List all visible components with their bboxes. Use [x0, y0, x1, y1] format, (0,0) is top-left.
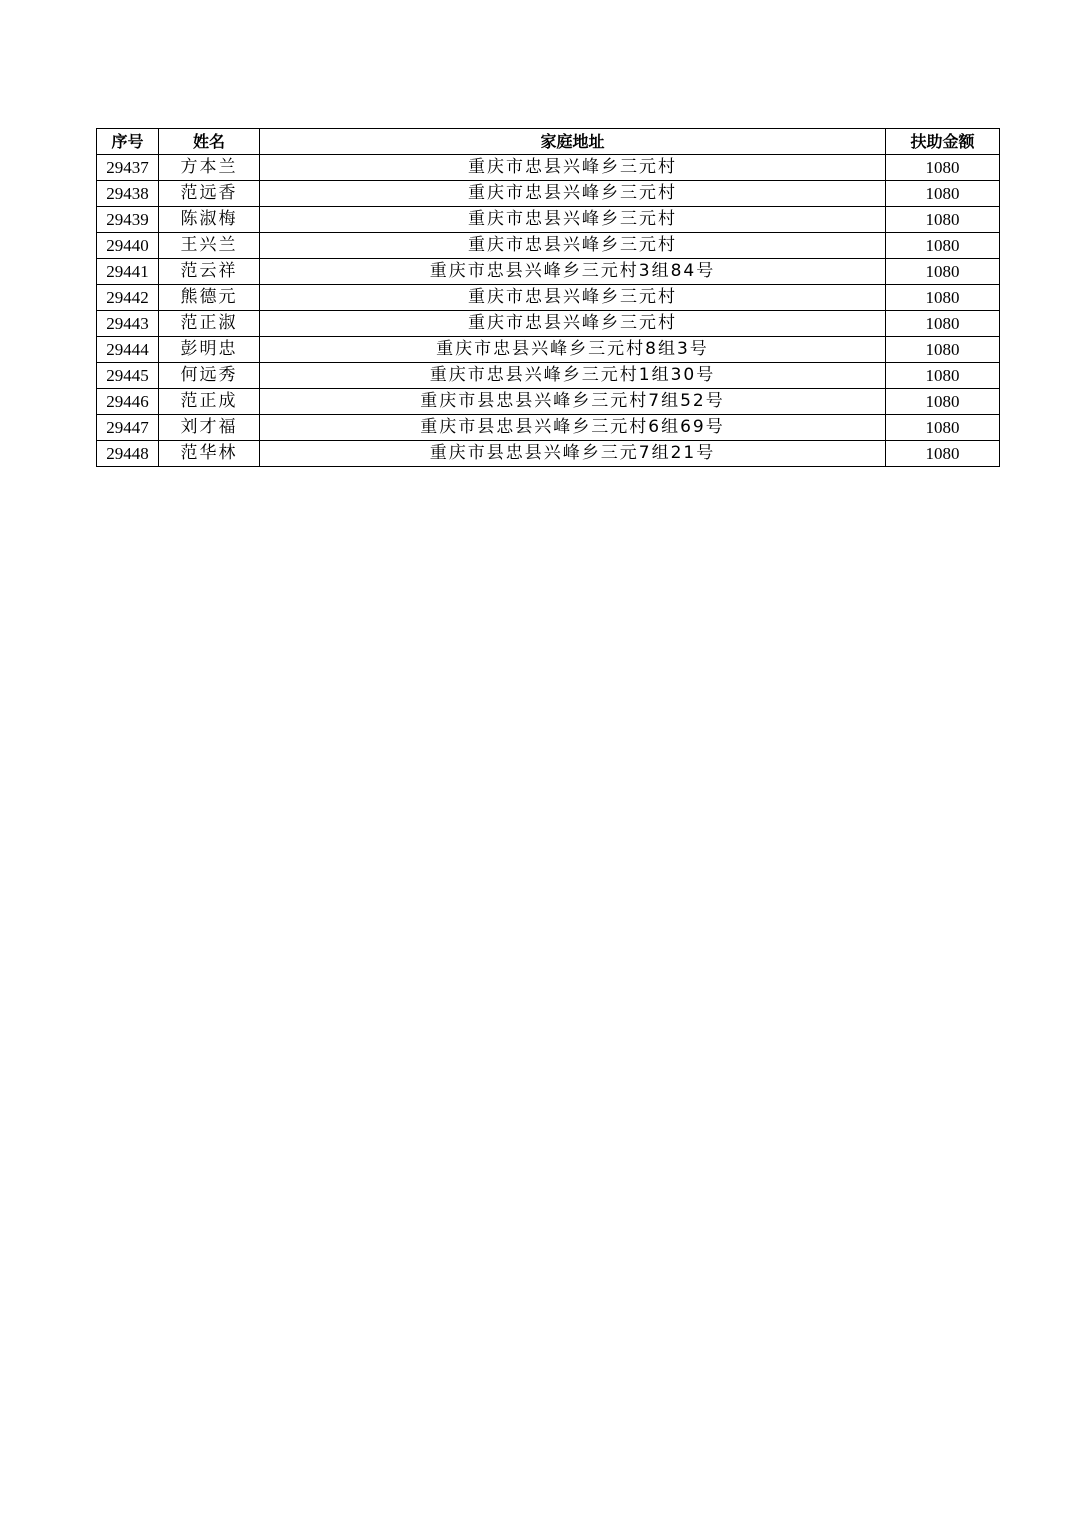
table-row [97, 311, 1000, 337]
cell-amount: 1080 [886, 337, 1000, 363]
cell-address: 重庆市县忠县兴峰乡三元7组21号 [260, 441, 886, 467]
document-page [96, 128, 999, 467]
cell-address: 重庆市忠县兴峰乡三元村 [260, 233, 886, 259]
table-header-row [97, 129, 1000, 155]
cell-name: 范正淑 [159, 311, 260, 337]
header-name: 姓名 [159, 129, 260, 155]
cell-address: 重庆市忠县兴峰乡三元村 [260, 181, 886, 207]
cell-seq: 29437 [97, 155, 159, 181]
header-seq: 序号 [97, 129, 159, 155]
cell-name: 熊德元 [159, 285, 260, 311]
cell-amount: 1080 [886, 259, 1000, 285]
cell-amount: 1080 [886, 441, 1000, 467]
cell-address: 重庆市忠县兴峰乡三元村8组3号 [260, 337, 886, 363]
cell-seq: 29439 [97, 207, 159, 233]
cell-seq: 29440 [97, 233, 159, 259]
cell-seq: 29438 [97, 181, 159, 207]
cell-name: 范华林 [159, 441, 260, 467]
table-row [97, 285, 1000, 311]
table-row [97, 233, 1000, 259]
cell-amount: 1080 [886, 285, 1000, 311]
cell-seq: 29441 [97, 259, 159, 285]
table-row [97, 389, 1000, 415]
cell-amount: 1080 [886, 415, 1000, 441]
cell-amount: 1080 [886, 311, 1000, 337]
cell-amount: 1080 [886, 389, 1000, 415]
table-row [97, 363, 1000, 389]
cell-name: 范远香 [159, 181, 260, 207]
cell-seq: 29442 [97, 285, 159, 311]
cell-address: 重庆市忠县兴峰乡三元村1组30号 [260, 363, 886, 389]
table-row [97, 337, 1000, 363]
assistance-roster-table [96, 128, 1000, 467]
table-row [97, 259, 1000, 285]
cell-amount: 1080 [886, 233, 1000, 259]
cell-name: 刘才福 [159, 415, 260, 441]
cell-amount: 1080 [886, 207, 1000, 233]
cell-address: 重庆市忠县兴峰乡三元村 [260, 311, 886, 337]
cell-name: 范云祥 [159, 259, 260, 285]
cell-amount: 1080 [886, 363, 1000, 389]
cell-seq: 29443 [97, 311, 159, 337]
cell-seq: 29447 [97, 415, 159, 441]
cell-name: 方本兰 [159, 155, 260, 181]
cell-seq: 29445 [97, 363, 159, 389]
table-body [97, 155, 1000, 467]
cell-address: 重庆市忠县兴峰乡三元村 [260, 155, 886, 181]
cell-name: 陈淑梅 [159, 207, 260, 233]
table-row [97, 155, 1000, 181]
table-row [97, 441, 1000, 467]
cell-address: 重庆市忠县兴峰乡三元村3组84号 [260, 259, 886, 285]
cell-amount: 1080 [886, 181, 1000, 207]
table-row [97, 415, 1000, 441]
cell-address: 重庆市县忠县兴峰乡三元村6组69号 [260, 415, 886, 441]
cell-name: 范正成 [159, 389, 260, 415]
cell-name: 彭明忠 [159, 337, 260, 363]
cell-amount: 1080 [886, 155, 1000, 181]
cell-name: 王兴兰 [159, 233, 260, 259]
cell-address: 重庆市忠县兴峰乡三元村 [260, 207, 886, 233]
cell-name: 何远秀 [159, 363, 260, 389]
table-row [97, 181, 1000, 207]
cell-address: 重庆市县忠县兴峰乡三元村7组52号 [260, 389, 886, 415]
table-row [97, 207, 1000, 233]
cell-seq: 29446 [97, 389, 159, 415]
cell-seq: 29448 [97, 441, 159, 467]
header-address: 家庭地址 [260, 129, 886, 155]
cell-seq: 29444 [97, 337, 159, 363]
header-amount: 扶助金额 [886, 129, 1000, 155]
cell-address: 重庆市忠县兴峰乡三元村 [260, 285, 886, 311]
